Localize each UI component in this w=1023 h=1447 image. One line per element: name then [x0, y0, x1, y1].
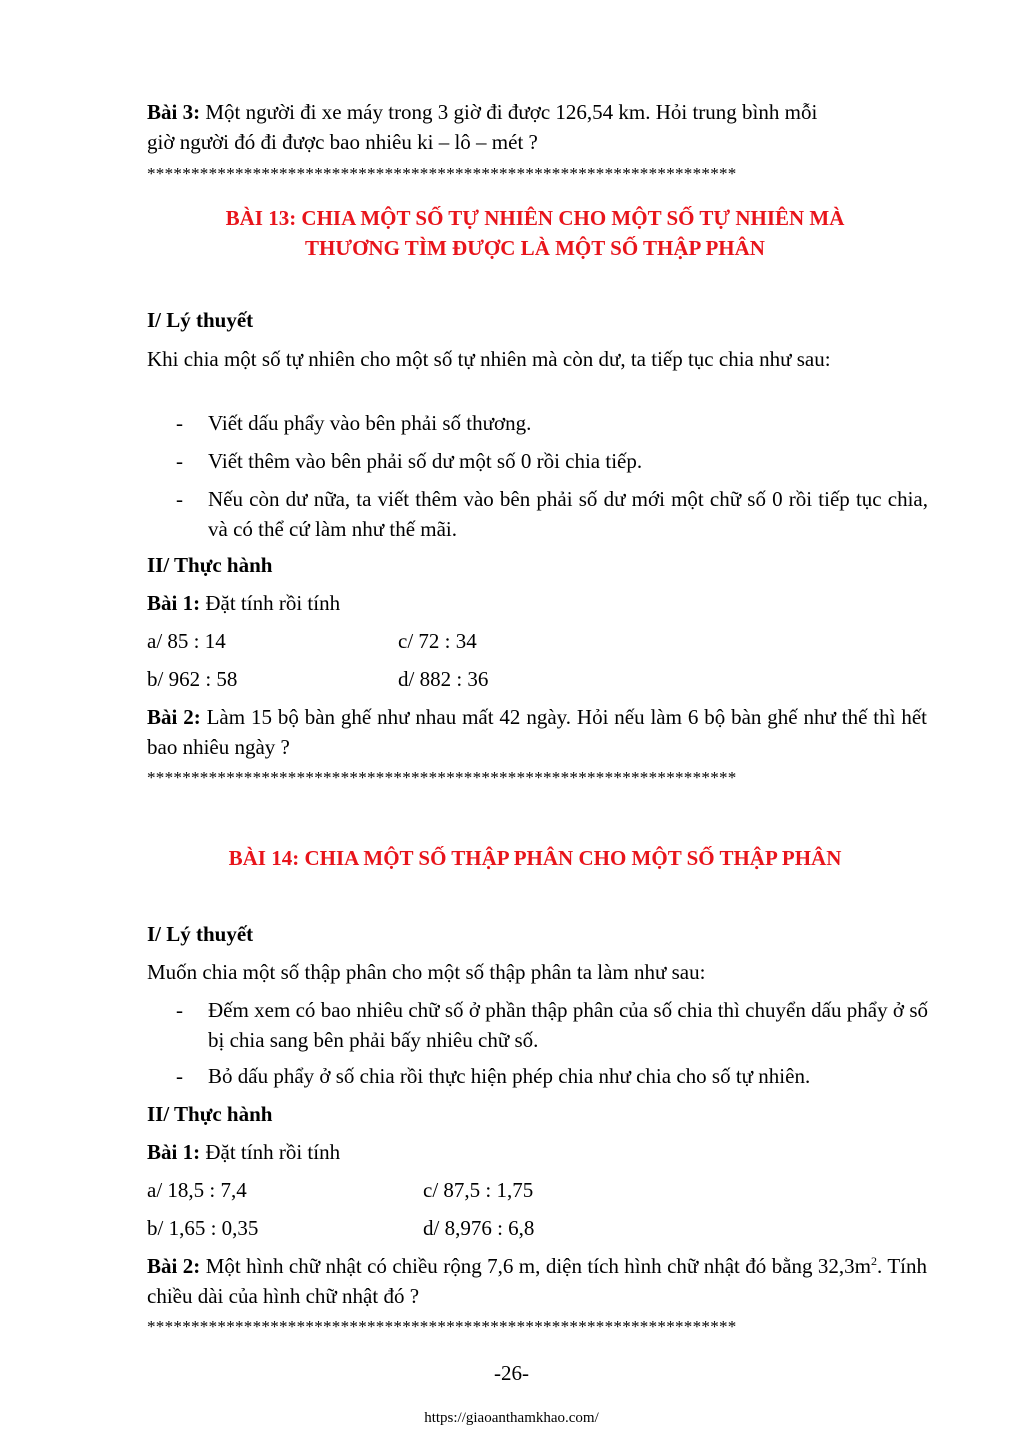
lesson13-title: BÀI 13: CHIA MỘT SỐ TỰ NHIÊN CHO MỘT SỐ TỰ NHIÊN MÀ THƯƠNG TÌM ĐƯỢC LÀ MỘT SỐ THẬP PHÂN: [225, 206, 845, 260]
lesson13-ex1-item-d: d/ 882 : 36: [398, 667, 489, 691]
lesson13-bullet-2: Viết thêm vào bên phải số dư một số 0 rồi chia tiếp.: [208, 449, 643, 473]
bullet-mark: -: [176, 1064, 183, 1088]
separator: *******************************************************************: [147, 768, 737, 787]
lesson14-ex1-item-d: d/ 8,976 : 6,8: [423, 1216, 535, 1240]
separator: *******************************************************************: [147, 1317, 737, 1336]
lesson13-bullet-1: Viết dấu phẩy vào bên phải số thương.: [208, 411, 532, 435]
exercise-label: Bài 3:: [147, 100, 201, 124]
lesson14-exercise1: Bài 1: Đặt tính rồi tính: [147, 1140, 341, 1164]
lesson13-ex1-item-c: c/ 72 : 34: [398, 629, 477, 653]
lesson13-bullet-3: Nếu còn dư nữa, ta viết thêm vào bên phải số dư mới một chữ số 0 rồi tiếp tục chia, và có thể cứ làm như thế mãi.: [208, 487, 928, 541]
bullet-mark: -: [176, 449, 183, 473]
lesson14-ex1-item-a: a/ 18,5 : 7,4: [147, 1178, 247, 1202]
lesson14-bullet-2: Bỏ dấu phẩy ở số chia rồi thực hiện phép chia như chia cho số tự nhiên.: [208, 1064, 811, 1088]
bullet-mark: -: [176, 487, 183, 511]
separator: *******************************************************************: [147, 164, 737, 183]
lesson14-exercise2: Bài 2: Một hình chữ nhật có chiều rộng 7,6 m, diện tích hình chữ nhật đó bằng $32,3m^2$. Tính chiều dài của hình chữ nhật đó ?: [147, 1254, 927, 1308]
lesson14-title: BÀI 14: CHIA MỘT SỐ THẬP PHÂN CHO MỘT SỐ THẬP PHÂN: [228, 846, 842, 870]
lesson14-practice-heading: II/ Thực hành: [147, 1102, 273, 1126]
lesson14-ex1-item-b: b/ 1,65 : 0,35: [147, 1216, 259, 1240]
lesson13-ex1-item-b: b/ 962 : 58: [147, 667, 238, 691]
lesson14-theory-heading: I/ Lý thuyết: [147, 922, 254, 946]
page-number: -26-: [494, 1361, 529, 1385]
lesson13-practice-heading: II/ Thực hành: [147, 553, 273, 577]
footer-url[interactable]: https://giaoanthamkhao.com/: [424, 1410, 599, 1426]
bullet-mark: -: [176, 998, 183, 1022]
lesson13-theory-heading: I/ Lý thuyết: [147, 308, 254, 332]
bullet-mark: -: [176, 411, 183, 435]
lesson13-ex1-item-a: a/ 85 : 14: [147, 629, 226, 653]
top-exercise-line2: giờ người đó đi được bao nhiêu ki – lô – mét ?: [147, 130, 538, 154]
lesson13-exercise2: Bài 2: Làm 15 bộ bàn ghế như nhau mất 42 ngày. Hỏi nếu làm 6 bộ bàn ghế như thế thì hết bao nhiêu ngày ?: [147, 705, 927, 759]
top-exercise-line1: Bài 3: Một người đi xe máy trong 3 giờ đi được 126,54 km. Hỏi trung bình mỗi: [147, 100, 818, 124]
lesson13-exercise1: Bài 1: Đặt tính rồi tính: [147, 591, 341, 615]
lesson14-ex1-item-c: c/ 87,5 : 1,75: [423, 1178, 534, 1202]
top-exercise: [147, 97, 927, 157]
lesson14-bullet-1: Đếm xem có bao nhiêu chữ số ở phần thập phân của số chia thì chuyển dấu phẩy ở số bị chia sang bên phải bấy nhiêu chữ số.: [208, 998, 928, 1052]
lesson13-theory-intro: Khi chia một số tự nhiên cho một số tự nhiên mà còn dư, ta tiếp tục chia như sau:: [147, 347, 831, 371]
lesson14-theory-intro: Muốn chia một số thập phân cho một số thập phân ta làm như sau:: [147, 960, 706, 984]
superscript-exponent: 2: [871, 1254, 878, 1268]
